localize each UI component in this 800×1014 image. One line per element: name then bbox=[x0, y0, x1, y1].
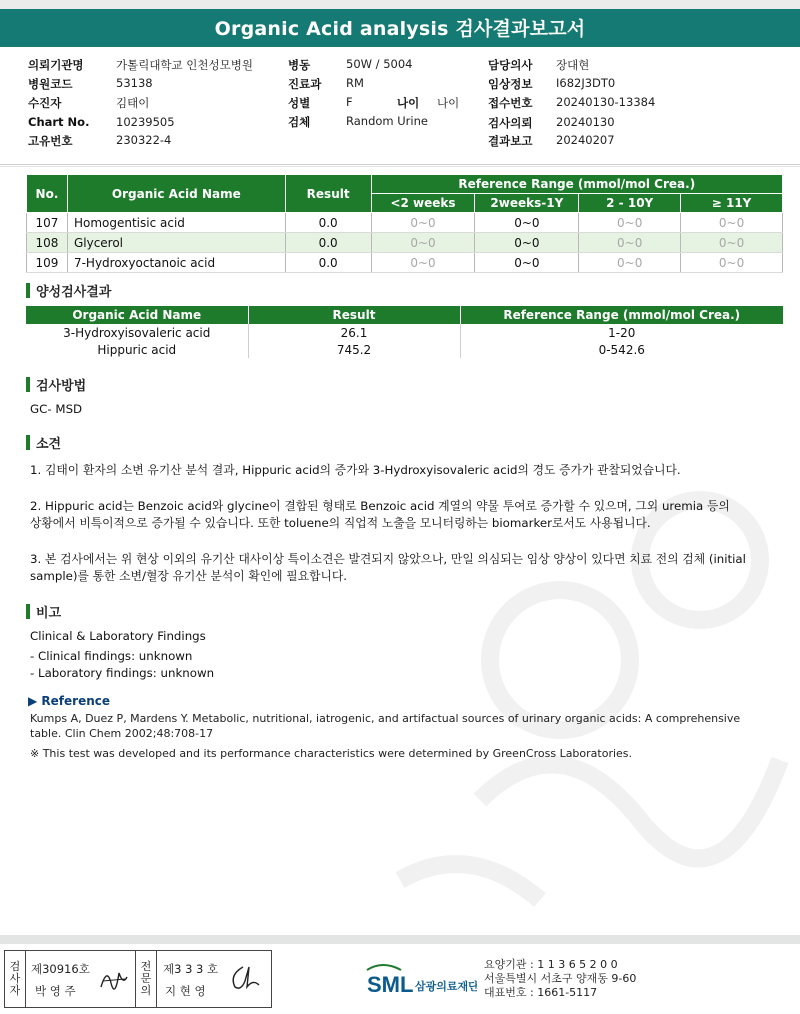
lab-phone: 대표번호 : 1661-5117 bbox=[484, 986, 598, 999]
col-header-range-2: 2weeks-1Y bbox=[475, 194, 579, 213]
col-header-name: Organic Acid Name bbox=[67, 175, 285, 213]
cell-name: Glycerol bbox=[67, 233, 285, 253]
footer bbox=[0, 944, 800, 1014]
results-table bbox=[26, 174, 783, 273]
cell-no: 109 bbox=[27, 253, 68, 273]
section-marker bbox=[26, 435, 30, 450]
label-ward: 병동 bbox=[288, 58, 311, 72]
label-department: 진료과 bbox=[288, 77, 322, 91]
footer-band bbox=[0, 935, 800, 944]
cell-range-4: 0~0 bbox=[681, 253, 783, 273]
table-header-row bbox=[27, 175, 783, 194]
section-positive-results bbox=[26, 281, 111, 300]
value-specimen: Random Urine bbox=[346, 114, 428, 128]
table-row bbox=[27, 253, 783, 273]
report-title: Organic Acid analysis 검사결과보고서 bbox=[0, 9, 800, 47]
value-report-date: 20240207 bbox=[556, 133, 615, 147]
opinion-paragraph-2-line-1: 2. Hippuric acid는 Benzoic acid와 glycine이 결합된 형태로 Benzoic acid 계열의 약물 투여로 증가할 수 있으며, 그외 uremia 등의 bbox=[30, 499, 730, 513]
section-title: 소견 bbox=[36, 437, 62, 452]
signer-1-license: 제30916호 bbox=[31, 962, 90, 976]
table-row bbox=[27, 233, 783, 253]
logo-text: SML bbox=[367, 972, 414, 996]
value-physician: 장대현 bbox=[556, 58, 590, 72]
cell-result: 0.0 bbox=[285, 213, 371, 233]
reference-line-2: table. Clin Chem 2002;48:708-17 bbox=[30, 727, 214, 740]
cell-name: 3-Hydroxyisovaleric acid bbox=[63, 325, 211, 340]
label-unique-no: 고유번호 bbox=[28, 134, 73, 148]
value-request-date: 20240130 bbox=[556, 115, 615, 129]
cell-range-2: 0~0 bbox=[475, 253, 579, 273]
label-receipt-no: 접수번호 bbox=[488, 96, 533, 110]
cell-reference: 1-20 bbox=[460, 324, 783, 341]
remarks-line-2: - Clinical findings: unknown bbox=[30, 649, 193, 663]
value-chart-no: 10239505 bbox=[116, 115, 175, 129]
signer-2-label-cell bbox=[135, 951, 157, 1007]
value-receipt-no: 20240130-13384 bbox=[556, 95, 656, 109]
signer-2-label: 전문의 bbox=[140, 960, 152, 997]
header-divider-secondary bbox=[0, 166, 800, 167]
label-chart-no: Chart No. bbox=[28, 115, 90, 129]
cell-name: Homogentisic acid bbox=[67, 213, 285, 233]
logo-org-name: 삼광의료재단 bbox=[415, 980, 477, 993]
top-margin-band bbox=[0, 0, 800, 9]
col-header-name: Organic Acid Name bbox=[26, 306, 248, 324]
section-method bbox=[26, 375, 86, 394]
value-hospital-code: 53138 bbox=[116, 76, 153, 90]
value-unique-no: 230322-4 bbox=[116, 133, 172, 147]
signature-1-icon bbox=[97, 963, 131, 993]
table-row bbox=[26, 324, 783, 341]
cell-range-2: 0~0 bbox=[475, 213, 579, 233]
lab-registration: 요양기관 : 1 1 3 6 5 2 0 0 bbox=[484, 958, 618, 971]
cell-range-1: 0~0 bbox=[371, 213, 475, 233]
cell-name: Hippuric acid bbox=[97, 342, 177, 357]
label-physician: 담당의사 bbox=[488, 58, 533, 72]
cell-range-2: 0~0 bbox=[475, 233, 579, 253]
cell-result: 26.1 bbox=[248, 324, 460, 341]
cell-range-1: 0~0 bbox=[371, 233, 475, 253]
lab-address bbox=[484, 958, 636, 1000]
section-marker bbox=[26, 604, 30, 619]
section-title: 비고 bbox=[36, 606, 62, 621]
label-report-date: 결과보고 bbox=[488, 134, 533, 148]
opinion-paragraph-1: 1. 김태이 환자의 소변 유기산 분석 결과, Hippuric acid의 증가와 3-Hydroxyisovaleric acid의 경도 증가가 관찰되었습니다. bbox=[30, 463, 681, 477]
cell-no: 108 bbox=[27, 233, 68, 253]
signer-2-license: 제3 3 3 호 bbox=[163, 962, 219, 976]
signature-box bbox=[4, 950, 272, 1008]
method-text: GC- MSD bbox=[30, 402, 83, 416]
col-header-reference: Reference Range (mmol/mol Crea.) bbox=[371, 175, 782, 194]
section-remarks bbox=[26, 602, 61, 621]
remarks-line-1: Clinical & Laboratory Findings bbox=[30, 629, 206, 643]
reference-title: ▶ Reference bbox=[28, 694, 110, 708]
reference-text bbox=[30, 711, 770, 741]
section-opinion bbox=[26, 433, 61, 452]
cell-range-3: 0~0 bbox=[579, 233, 681, 253]
value-department: RM bbox=[346, 76, 364, 90]
cell-result: 745.2 bbox=[248, 341, 460, 358]
disclaimer-note: ※ This test was developed and its performance characteristics were determined by GreenCross Laboratories. bbox=[30, 747, 633, 760]
value-patient: 김태이 bbox=[116, 96, 150, 110]
label-request-date: 검사의뢰 bbox=[488, 116, 533, 130]
cell-name: 7-Hydroxyoctanoic acid bbox=[67, 253, 285, 273]
opinion-paragraph-3-line-1: 3. 본 검사에서는 위 현상 이외의 유기산 대사이상 특이소견은 발견되지 않았으나, 만일 의심되는 임상 양상이 있다면 치료 전의 검체 (initial bbox=[30, 552, 746, 566]
value-age: 나이 bbox=[437, 96, 460, 110]
cell-range-1: 0~0 bbox=[371, 253, 475, 273]
signer-1-label: 검사자 bbox=[9, 960, 21, 997]
remarks-line-3: - Laboratory findings: unknown bbox=[30, 666, 215, 680]
value-clinical-info: I682J3DT0 bbox=[556, 76, 616, 90]
table-header-row bbox=[26, 306, 783, 324]
col-header-result: Result bbox=[248, 306, 460, 324]
value-ward: 50W / 5004 bbox=[346, 57, 413, 71]
opinion-paragraph-3-line-2: sample)를 통한 소변/혈장 유기산 분석이 확인에 필요합니다. bbox=[30, 569, 348, 583]
opinion-paragraph-2-line-2: 상황에서 비특이적으로 증가될 수 있습니다. 또한 toluene의 직업적 노출을 모니터링하는 biomarker로서도 사용됩니다. bbox=[30, 516, 651, 530]
section-marker bbox=[26, 377, 30, 392]
section-title: 양성검사결과 bbox=[36, 285, 112, 300]
cell-no: 107 bbox=[27, 213, 68, 233]
value-requesting-institution: 가톨릭대학교 인천성모병원 bbox=[116, 58, 253, 72]
cell-range-4: 0~0 bbox=[681, 213, 783, 233]
label-age: 나이 bbox=[397, 96, 420, 110]
col-header-range-3: 2 - 10Y bbox=[579, 194, 681, 213]
table-row bbox=[26, 341, 783, 358]
sml-logo bbox=[365, 962, 477, 1000]
col-header-range-1: <2 weeks bbox=[371, 194, 475, 213]
cell-reference: 0-542.6 bbox=[460, 341, 783, 358]
positive-results-table bbox=[26, 306, 783, 358]
label-requesting-institution: 의뢰기관명 bbox=[28, 58, 84, 72]
label-patient: 수진자 bbox=[28, 96, 62, 110]
signer-1-label-cell bbox=[5, 951, 26, 1007]
header-divider bbox=[0, 164, 800, 165]
lab-street: 서울특별시 서초구 양재동 9-60 bbox=[484, 972, 637, 985]
signer-2-name: 지 현 영 bbox=[165, 984, 206, 998]
signer-1-name: 박 영 주 bbox=[35, 984, 76, 998]
cell-result: 0.0 bbox=[285, 253, 371, 273]
label-sex: 성별 bbox=[288, 96, 311, 110]
label-specimen: 검체 bbox=[288, 115, 311, 129]
cell-result: 0.0 bbox=[285, 233, 371, 253]
signature-2-icon bbox=[225, 961, 265, 995]
label-hospital-code: 병원코드 bbox=[28, 77, 73, 91]
label-clinical-info: 임상정보 bbox=[488, 77, 533, 91]
cell-range-3: 0~0 bbox=[579, 213, 681, 233]
reference-line-1: Kumps A, Duez P, Mardens Y. Metabolic, nutritional, iatrogenic, and artifactual sources of urinary organic acids: A comprehensive bbox=[30, 712, 741, 725]
col-header-reference: Reference Range (mmol/mol Crea.) bbox=[460, 306, 783, 324]
table-row bbox=[27, 213, 783, 233]
value-sex: F bbox=[346, 95, 353, 109]
section-marker bbox=[26, 283, 30, 298]
section-title: 검사방법 bbox=[36, 379, 87, 394]
col-header-range-4: ≥ 11Y bbox=[681, 194, 783, 213]
cell-range-3: 0~0 bbox=[579, 253, 681, 273]
sml-logo-icon bbox=[365, 962, 477, 996]
cell-range-4: 0~0 bbox=[681, 233, 783, 253]
col-header-no: No. bbox=[27, 175, 68, 213]
col-header-result: Result bbox=[285, 175, 371, 213]
